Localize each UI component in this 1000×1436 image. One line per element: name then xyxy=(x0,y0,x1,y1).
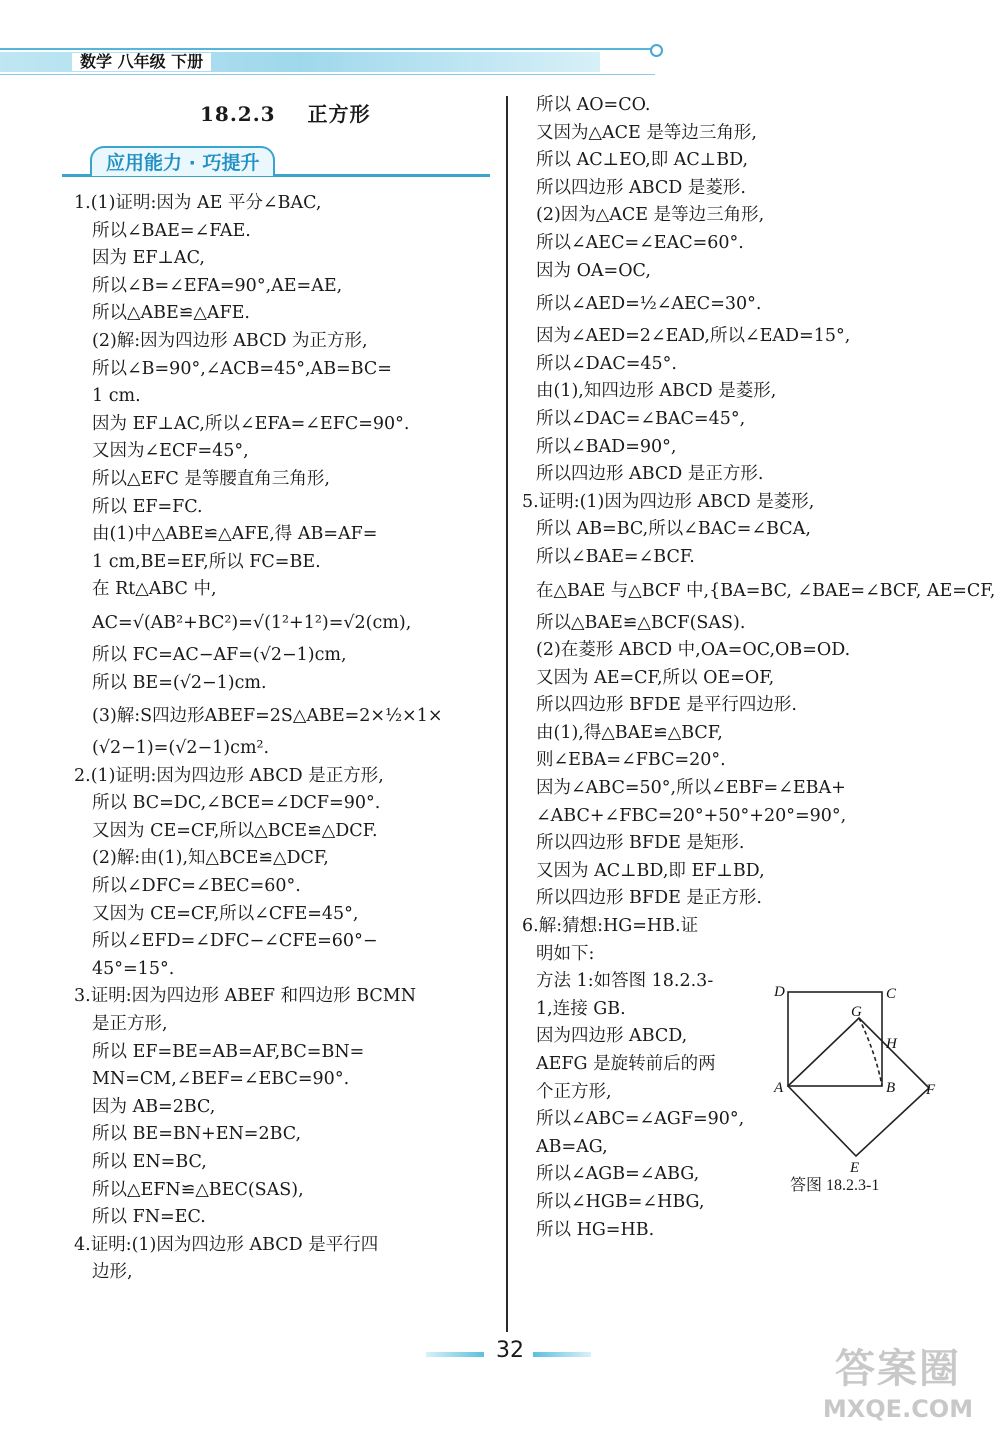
text-line: 因为∠AED=2∠EAD,所以∠EAD=15°, xyxy=(536,326,851,347)
label-g: G xyxy=(851,1004,862,1020)
section-title xyxy=(200,98,370,127)
text-line: 所以 AC⊥EO,即 AC⊥BD, xyxy=(536,150,749,171)
text-line: 因为四边形 ABCD, xyxy=(536,1026,688,1047)
text-line: 所以 BE=BN+EN=2BC, xyxy=(92,1124,302,1145)
banner-label: 应用能力 · 巧提升 xyxy=(90,146,275,176)
text-line: 所以∠AEC=∠EAC=60°. xyxy=(536,232,744,253)
watermark xyxy=(808,1344,988,1430)
text-line: 又因为 AC⊥BD,即 EF⊥BD, xyxy=(536,860,765,881)
square-aefg xyxy=(788,1018,929,1156)
text-line: 在 Rt△ABC 中, xyxy=(92,579,217,600)
text-line: AB=AG, xyxy=(536,1136,608,1157)
text-line: 所以∠DAC=∠BAC=45°, xyxy=(536,408,746,429)
text-line: 因为 EF⊥AC, xyxy=(92,248,205,269)
segment-gb xyxy=(859,1018,882,1086)
label-a: A xyxy=(774,1080,784,1096)
text-line: 所以∠HGB=∠HBG, xyxy=(536,1191,705,1212)
geometry-figure xyxy=(772,982,942,1186)
text-line: 所以 FC=AC−AF=(√2−1)cm, xyxy=(92,644,347,665)
text-line: 所以 HG=HB. xyxy=(536,1219,655,1240)
text-line: 所以△EFN≌△BEC(SAS), xyxy=(92,1179,304,1200)
text-line: 所以 EF=FC. xyxy=(92,496,203,517)
label-b: B xyxy=(886,1080,896,1096)
text-line: AEFG 是旋转前后的两 xyxy=(536,1054,716,1074)
text-line: MN=CM,∠BEF=∠EBC=90°. xyxy=(92,1069,350,1090)
text-line: 5.证明:(1)因为四边形 ABCD 是菱形, xyxy=(522,491,815,512)
text-line: 是正方形, xyxy=(92,1014,168,1035)
text-line: 1 cm. xyxy=(92,386,141,407)
text-line: 所以 EF=BE=AB=AF,BC=BN= xyxy=(92,1041,365,1062)
text-line: 边形, xyxy=(92,1262,133,1283)
text-line: AC=√(AB²+BC²)=√(1²+1²)=√2(cm), xyxy=(92,612,412,633)
text-line: 又因为△ACE 是等边三角形, xyxy=(536,122,757,143)
header-dot-icon xyxy=(650,44,663,57)
text-line: 因为 OA=OC, xyxy=(536,260,651,281)
text-line: ∠ABC+∠FBC=20°+50°+20°=90°, xyxy=(536,805,847,826)
text-line: 所以四边形 ABCD 是正方形. xyxy=(536,464,764,485)
text-line: 所以 FN=EC. xyxy=(92,1207,206,1228)
text-line: 所以△ABE≌△AFE. xyxy=(92,303,250,324)
text-line: 所以∠AGB=∠ABG, xyxy=(536,1164,700,1185)
text-line: 4.证明:(1)因为四边形 ABCD 是平行四 xyxy=(74,1234,379,1255)
text-line: 由(1),知四边形 ABCD 是菱形, xyxy=(536,381,777,402)
text-line: 所以四边形 BFDE 是矩形. xyxy=(536,833,745,854)
text-line: 所以△EFC 是等腰直角三角形, xyxy=(92,468,330,489)
text-line: 所以∠B=∠EFA=90°,AE=AE, xyxy=(92,275,343,296)
text-line: 所以 AO=CO. xyxy=(536,95,651,115)
page-header xyxy=(0,44,670,84)
column-divider xyxy=(506,96,508,1332)
text-line: 由(1),得△BAE≌△BCF, xyxy=(536,722,723,743)
left-column xyxy=(74,190,496,1287)
text-line: 45°=15°. xyxy=(92,958,175,979)
text-line: 所以∠DFC=∠BEC=60°. xyxy=(92,876,301,897)
text-line: (2)解:由(1),知△BCE≌△DCF, xyxy=(92,848,329,869)
text-line: 1 cm,BE=EF,所以 FC=BE. xyxy=(92,551,321,572)
text-line: 因为∠ABC=50°,所以∠EBF=∠EBA+ xyxy=(536,778,846,799)
text-line: (2)在菱形 ABCD 中,OA=OC,OB=OD. xyxy=(536,640,851,661)
figure-caption: 答图 18.2.3-1 xyxy=(790,1177,880,1194)
watermark-title: 答案圈 xyxy=(835,1346,961,1392)
text-line: 则∠EBA=∠FBC=20°. xyxy=(536,750,726,771)
page-number: 32 xyxy=(496,1338,524,1363)
text-line: (2)因为△ACE 是等边三角形, xyxy=(536,205,765,226)
text-line: 所以∠BAE=∠BCF. xyxy=(536,546,695,567)
text-line: 由(1)中△ABE≌△AFE,得 AB=AF= xyxy=(92,524,378,545)
text-line: 所以四边形 BFDE 是平行四边形. xyxy=(536,695,797,716)
label-f: F xyxy=(926,1082,936,1098)
section-banner xyxy=(62,144,490,180)
text-line: 所以∠B=90°,∠ACB=45°,AB=BC= xyxy=(92,358,392,379)
text-line: 明如下: xyxy=(536,943,595,964)
section-number: 18.2.3 xyxy=(200,102,276,126)
section-name: 正方形 xyxy=(307,102,371,126)
text-line: 又因为 CE=CF,所以∠CFE=45°, xyxy=(92,903,359,924)
text-line: 所以 EN=BC, xyxy=(92,1152,207,1172)
text-line: 所以∠AED=½∠AEC=30°. xyxy=(536,294,762,315)
text-line: 因为 AB=2BC, xyxy=(92,1096,216,1117)
text-line: (3)解:S四边形ABEF=2S△ABE=2×½×1× xyxy=(92,706,443,727)
text-line: 所以∠BAD=90°, xyxy=(536,436,677,457)
label-d: D xyxy=(774,984,785,1000)
text-line: (2)解:因为四边形 ABCD 为正方形, xyxy=(92,330,368,351)
label-c: C xyxy=(886,986,897,1002)
text-line: 6.解:猜想:HG=HB.证 xyxy=(522,916,699,937)
text-line: 所以 BC=DC,∠BCE=∠DCF=90°. xyxy=(92,793,381,814)
text-line: 所以∠DAC=45°. xyxy=(536,353,677,374)
text-line: 又因为∠ECF=45°, xyxy=(92,441,249,462)
text-line: 1.(1)证明:因为 AE 平分∠BAC, xyxy=(74,193,322,213)
text-line: 所以△BAE≌△BCF(SAS). xyxy=(536,612,746,633)
book-title: 数学 八年级 下册 xyxy=(72,53,211,71)
label-e: E xyxy=(850,1160,860,1176)
text-line: 因为 EF⊥AC,所以∠EFA=∠EFC=90°. xyxy=(92,413,410,434)
text-line: (√2−1)=(√2−1)cm². xyxy=(92,738,270,759)
text-line: 方法 1:如答图 18.2.3- xyxy=(536,971,714,992)
label-h: H xyxy=(886,1036,897,1052)
watermark-url: MXQE.COM xyxy=(822,1395,974,1423)
figure-diagram xyxy=(772,982,942,1186)
text-line: 1,连接 GB. xyxy=(536,998,626,1019)
text-line: 2.(1)证明:因为四边形 ABCD 是正方形, xyxy=(74,765,384,786)
text-line: 又因为 AE=CF,所以 OE=OF, xyxy=(536,667,775,688)
text-line: 所以四边形 BFDE 是正方形. xyxy=(536,888,762,909)
text-line: 在△BAE 与△BCF 中,{BA=BC, ∠BAE=∠BCF, AE=CF, xyxy=(536,580,996,601)
text-line: 所以∠BAE=∠FAE. xyxy=(92,220,251,241)
text-line: 所以∠EFD=∠DFC−∠CFE=60°− xyxy=(92,931,378,952)
text-line: 所以 BE=(√2−1)cm. xyxy=(92,672,267,693)
text-line: 又因为 CE=CF,所以△BCE≌△DCF. xyxy=(92,820,378,841)
text-line: 所以 AB=BC,所以∠BAC=∠BCA, xyxy=(536,519,811,540)
text-line: 所以四边形 ABCD 是菱形. xyxy=(536,177,746,198)
text-line: 个正方形, xyxy=(536,1081,612,1102)
text-line: 所以∠ABC=∠AGF=90°, xyxy=(536,1109,745,1130)
text-line: 3.证明:因为四边形 ABEF 和四边形 BCMN xyxy=(74,986,417,1007)
